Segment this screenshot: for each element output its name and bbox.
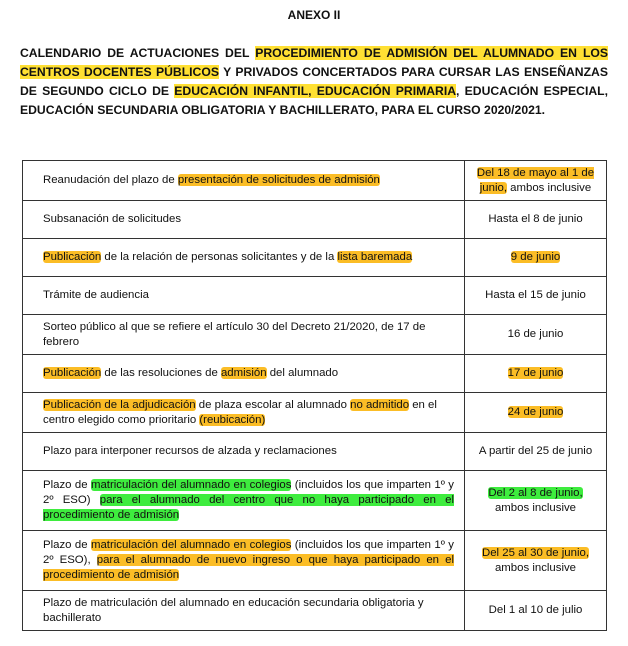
table-row: [23, 393, 607, 433]
date-cell: Del 25 al 30 de junio, ambos inclusive: [465, 531, 607, 591]
activity-cell: Trámite de audiencia: [23, 277, 465, 315]
heading-highlight: PROCEDIMIENTO DE ADMISIÓN DEL ALUMNADO EN LOS CENTROS DOCENTES PÚBLICOS: [20, 46, 608, 79]
date-cell: Del 2 al 8 de junio, ambos inclusive: [465, 471, 607, 531]
table-row: [23, 531, 607, 591]
table-row: [23, 201, 607, 239]
heading-highlight: EDUCACIÓN INFANTIL, EDUCACIÓN PRIMARIA: [174, 84, 457, 98]
activity-cell: Plazo de matriculación del alumnado en educación secundaria obligatoria y bachillerato: [23, 591, 465, 631]
activity-cell: Plazo para interponer recursos de alzada y reclamaciones: [23, 433, 465, 471]
calendar-table: [22, 160, 607, 631]
date-cell: 9 de junio: [465, 239, 607, 277]
date-cell: Del 18 de mayo al 1 de junio, ambos inclusive: [465, 161, 607, 201]
table-row: [23, 239, 607, 277]
table-row: [23, 355, 607, 393]
activity-cell: Plazo de matriculación del alumnado en colegios (incluidos los que imparten 1º y 2º ESO) para el alumnado del centro que no haya participado en el procedimiento de admisión: [23, 471, 465, 531]
table-row: [23, 315, 607, 355]
activity-cell: Subsanación de solicitudes: [23, 201, 465, 239]
table-row: [23, 277, 607, 315]
heading-part: , EDUCACIÓN ESPECIAL, EDUCACIÓN SECUNDARIA OBLIGATORIA Y BACHILLERATO, PARA EL CURSO 2020/2021.: [20, 84, 608, 117]
date-cell: Hasta el 15 de junio: [465, 277, 607, 315]
date-cell: 17 de junio: [465, 355, 607, 393]
activity-cell: Reanudación del plazo de presentación de solicitudes de admisión: [23, 161, 465, 201]
date-cell: Hasta el 8 de junio: [465, 201, 607, 239]
document-heading: [20, 44, 608, 120]
table-row: [23, 161, 607, 201]
heading-part: Y PRIVADOS CONCERTADOS PARA CURSAR LAS ENSEÑANZAS DE SEGUNDO CICLO DE: [20, 65, 608, 98]
activity-cell: Publicación de la relación de personas solicitantes y de la lista baremada: [23, 239, 465, 277]
heading-part: CALENDARIO DE ACTUACIONES DEL: [20, 46, 256, 60]
activity-cell: Publicación de la adjudicación de plaza escolar al alumnado no admitido en el centro elegido como prioritario (reubicación): [23, 393, 465, 433]
table-row: [23, 471, 607, 531]
date-cell: 16 de junio: [465, 315, 607, 355]
table-row: [23, 433, 607, 471]
activity-cell: Plazo de matriculación del alumnado en colegios (incluidos los que imparten 1º y 2º ESO), para el alumnado de nuevo ingreso o que haya participado en el procedimiento de admisión: [23, 531, 465, 591]
table-row: [23, 591, 607, 631]
activity-cell: Sorteo público al que se refiere el artículo 30 del Decreto 21/2020, de 17 de febrero: [23, 315, 465, 355]
date-cell: 24 de junio: [465, 393, 607, 433]
activity-cell: Publicación de las resoluciones de admisión del alumnado: [23, 355, 465, 393]
date-cell: Del 1 al 10 de julio: [465, 591, 607, 631]
date-cell: A partir del 25 de junio: [465, 433, 607, 471]
annex-title: ANEXO II: [287, 8, 341, 22]
